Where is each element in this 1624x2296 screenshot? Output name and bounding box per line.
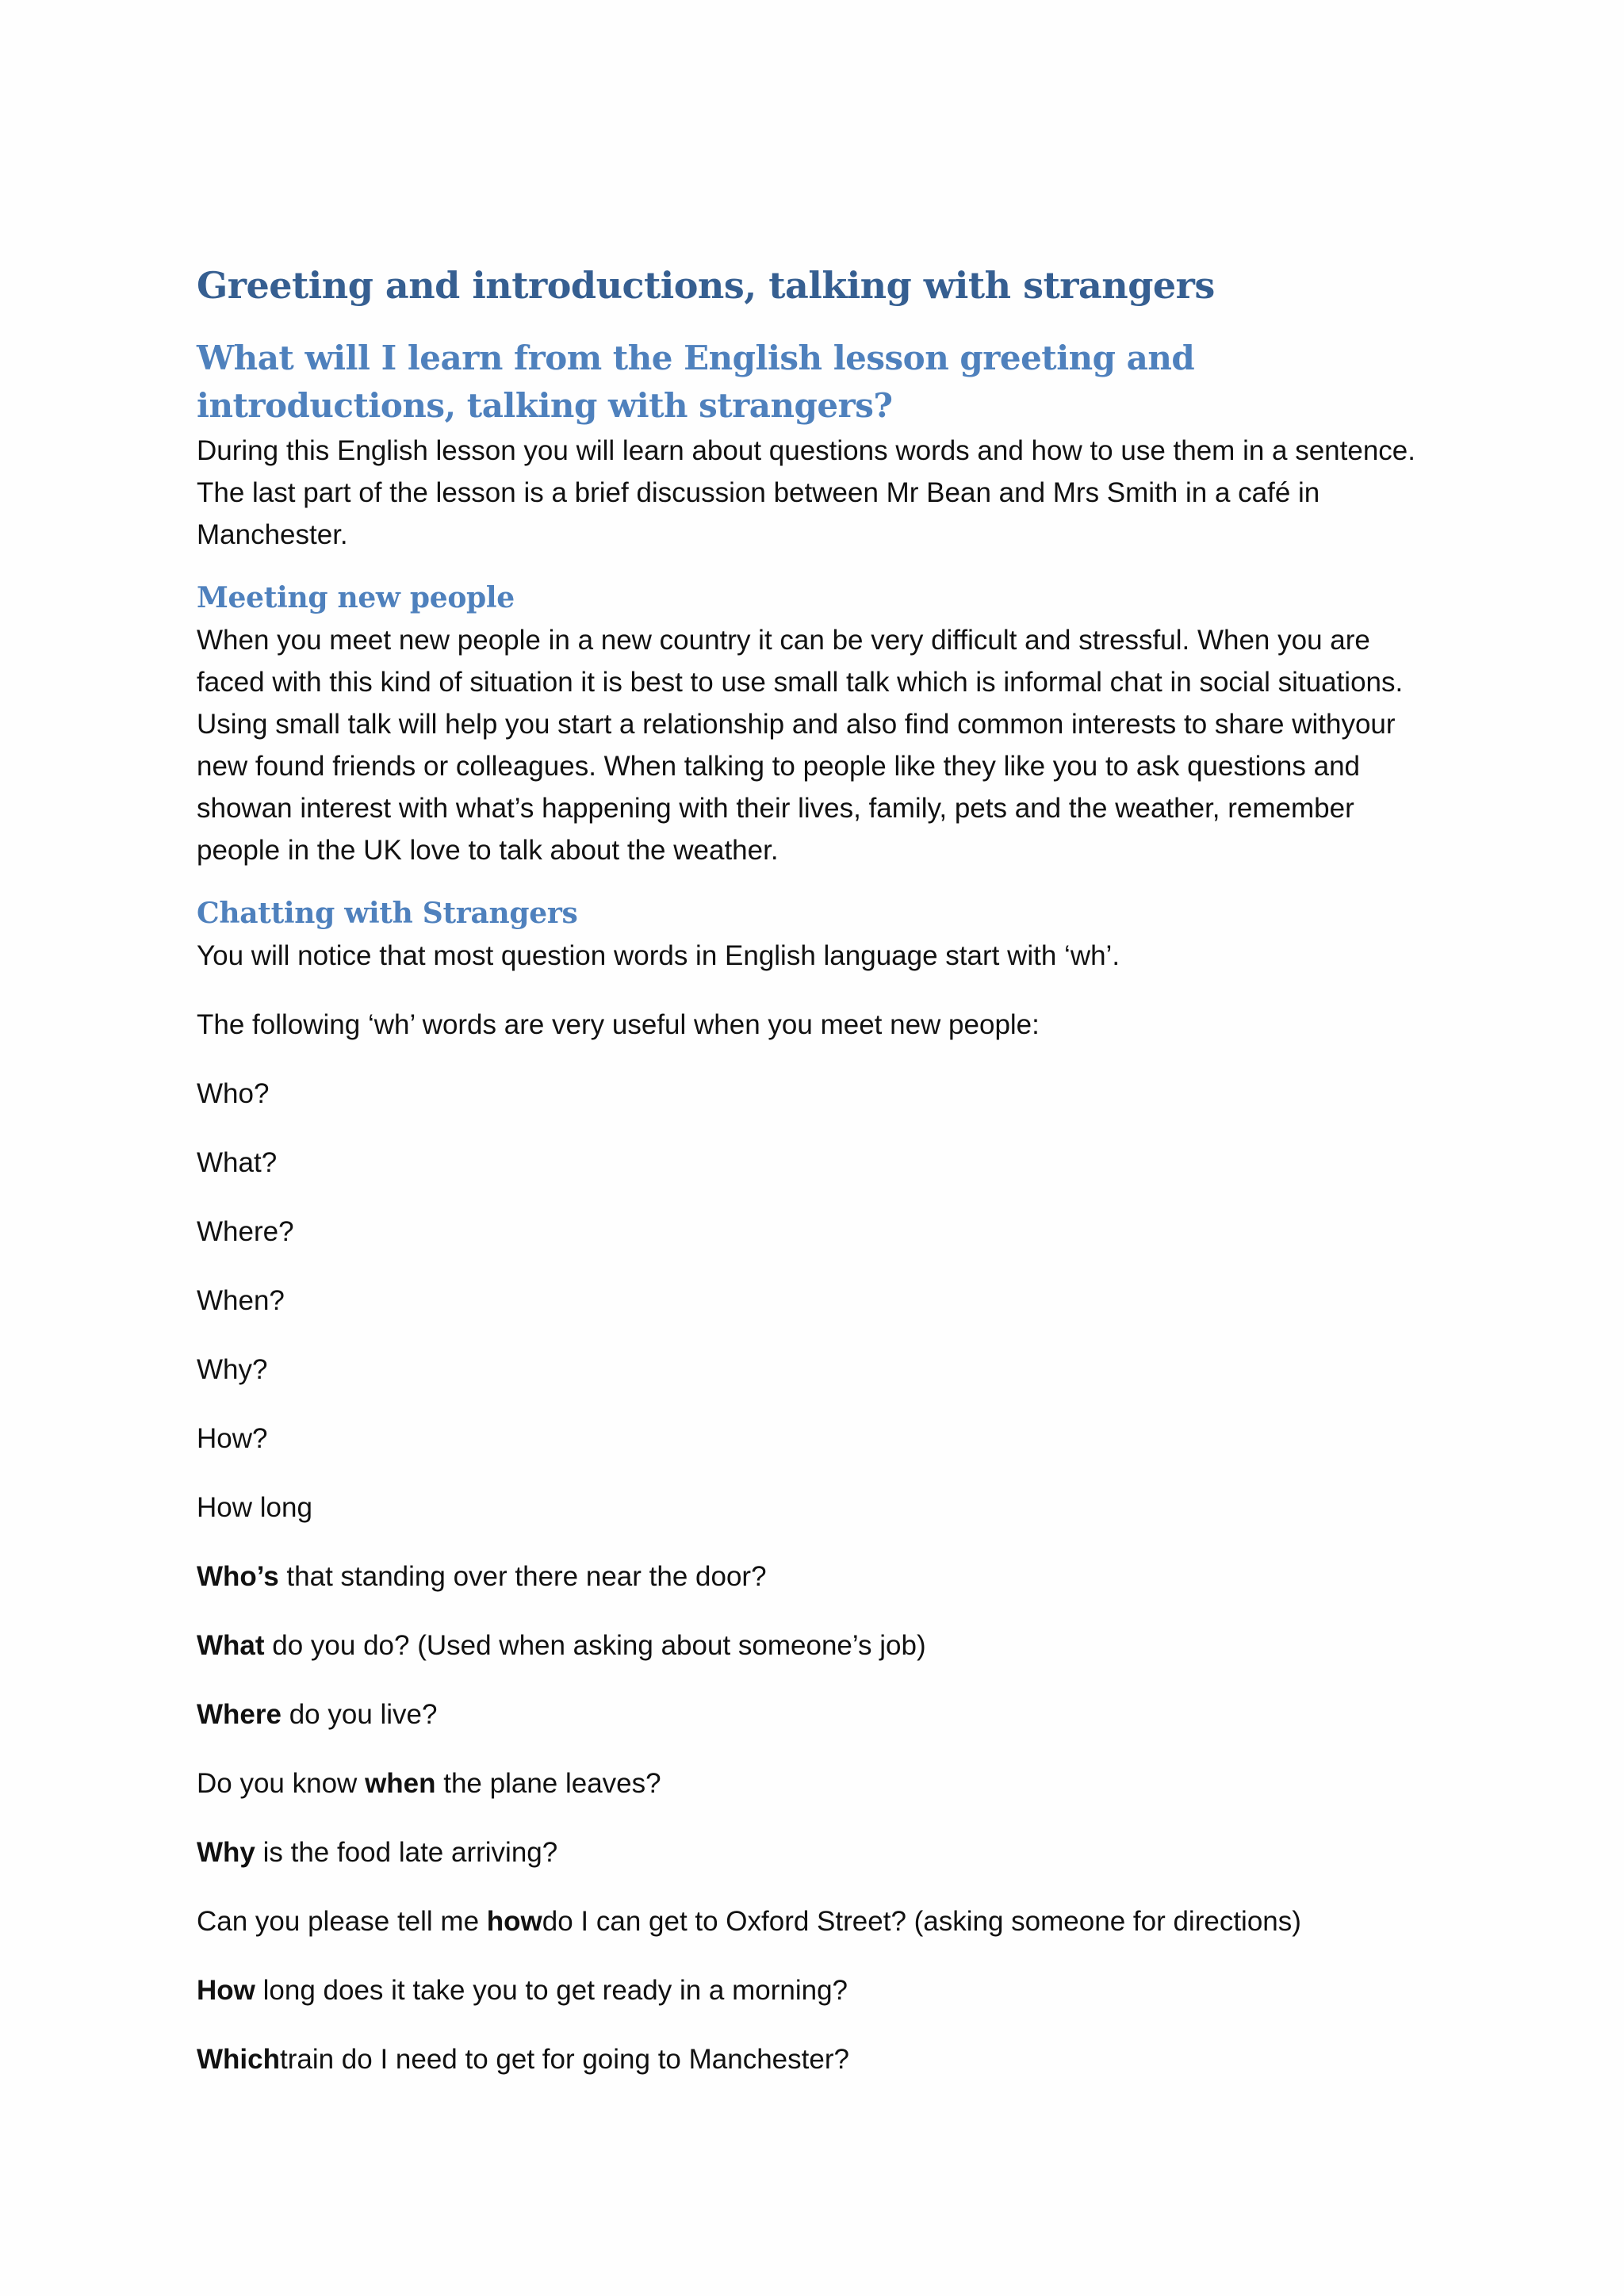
example-sentence [197,1624,1434,1667]
wh-word: Why? [197,1354,268,1385]
example-post: do you do? (Used when asking about someone’s job) [264,1630,926,1661]
example-keyword: Where [197,1699,282,1730]
document-title: Greeting and introductions, talking with strangers [197,264,1215,307]
example-keyword: how [486,1906,542,1937]
example-pre: Can you please tell me [197,1906,487,1937]
example-keyword: Which [197,2044,280,2075]
example-keyword: What [197,1630,265,1661]
example-post: that standing over there near the door? [278,1561,767,1592]
wh-word: When? [197,1285,285,1316]
example-sentence [197,1762,1434,1804]
example-sentence [197,2038,1434,2080]
example-post: the plane leaves? [435,1768,661,1799]
section-body-learn: During this English lesson you will learn about questions words and how to use them in a sentence. The last part of the lesson is a brief discussion between Mr Bean and Mrs Smith in a café in Manchester. [197,435,1415,550]
example-keyword: Who’s [197,1561,279,1592]
wh-word: Where? [197,1216,294,1247]
example-post: long does it take you to get ready in a morning? [255,1975,848,2006]
example-keyword: when [365,1768,436,1799]
wh-word: How long [197,1492,312,1523]
wh-word: Who? [197,1078,270,1109]
example-post: is the food late arriving? [255,1837,558,1868]
section-heading-chatting: Chatting with Strangers [197,897,578,930]
example-keyword: How [197,1975,255,2006]
example-pre: Do you know [197,1768,366,1799]
example-sentence [197,1556,1434,1598]
wh-word: What? [197,1147,278,1178]
example-sentence [197,1831,1434,1873]
chatting-intro-2: The following ‘wh’ words are very useful when you meet new people: [197,1009,1040,1040]
example-post: do you live? [281,1699,438,1730]
section-body-meeting: When you meet new people in a new country it can be very difficult and stressful. When you are faced with this kind of situation it is best to use small talk which is informal chat in social situations. Using small talk will help you start a relationship and also find common interests to share withyour new found friends or colleagues. When talking to people like they like you to ask questions and showan interest with what’s happening with their lives, family, pets and the weather, remember people in the UK love to talk about the weather. [197,625,1404,866]
example-sentence [197,1900,1434,1942]
wh-word: How? [197,1423,268,1454]
document-content [197,262,1434,2107]
example-post: train do I need to get for going to Manchester? [279,2044,849,2075]
chatting-intro-1: You will notice that most question words in English language start with ‘wh’. [197,940,1120,971]
example-post: do I can get to Oxford Street? (asking someone for directions) [542,1906,1301,1937]
example-sentence [197,1693,1434,1735]
example-sentence [197,1969,1434,2011]
example-keyword: Why [197,1837,255,1868]
section-heading-learn: What will I learn from the English lesson greeting and introductions, talking with strangers? [197,339,1195,425]
section-heading-meeting: Meeting new people [197,581,515,614]
